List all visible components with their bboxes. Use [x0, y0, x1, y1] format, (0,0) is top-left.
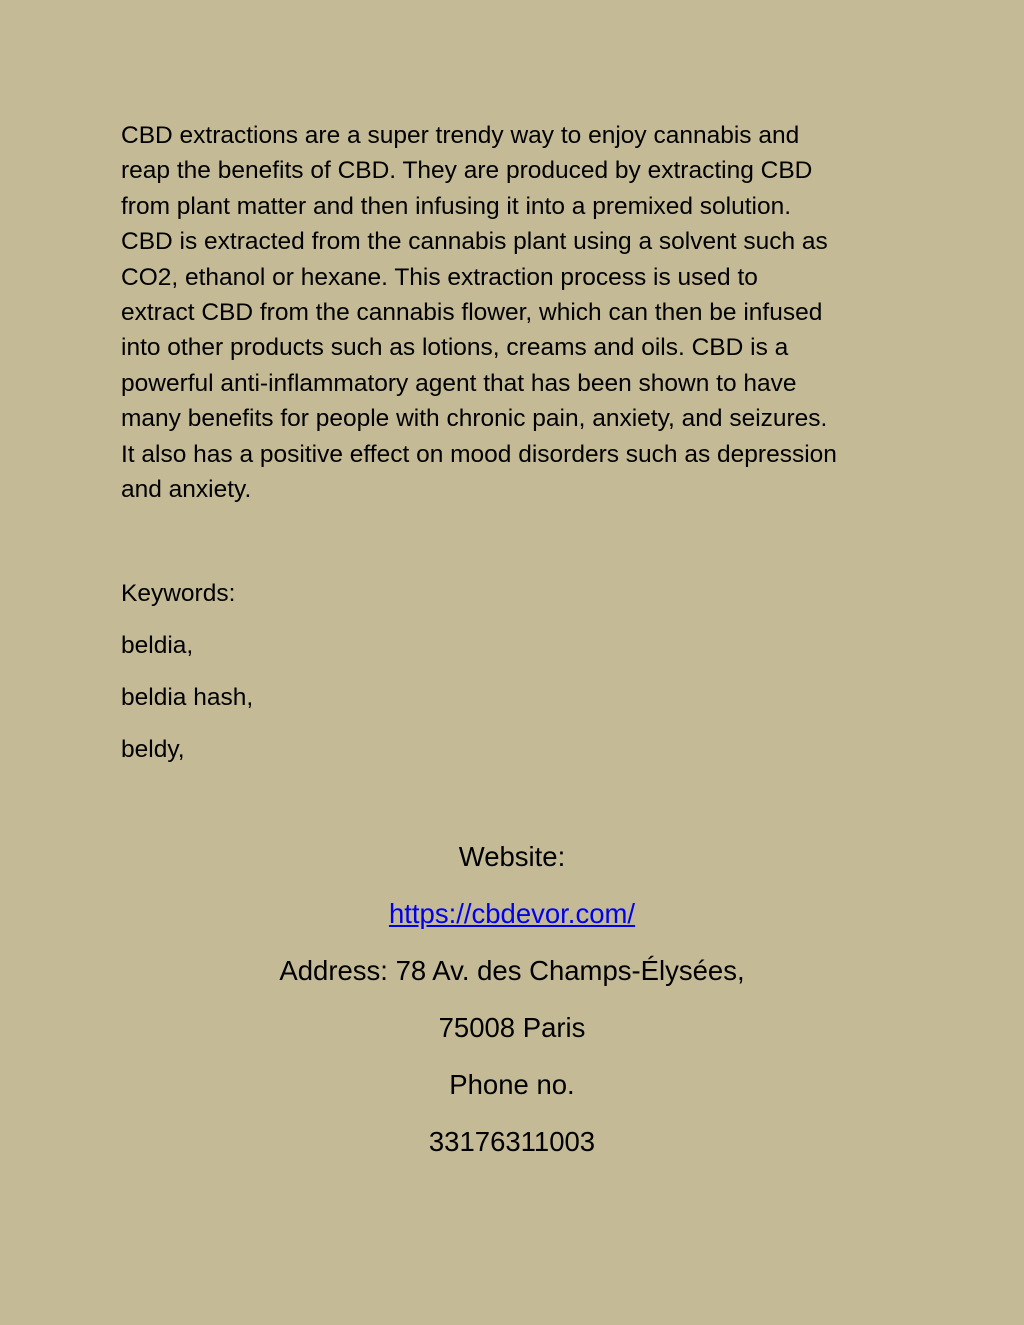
keyword-item: beldy,	[121, 736, 185, 763]
keyword-item: beldia,	[121, 632, 194, 659]
website-label: Website:	[458, 841, 566, 872]
body-line: extract CBD from the cannabis flower, which can then be infused	[121, 299, 823, 327]
address-line-1: Address: 78 Av. des Champs-Élysées,	[279, 955, 745, 986]
address-line-2: 75008 Paris	[438, 1012, 586, 1043]
body-line: reap the benefits of CBD. They are produced by extracting CBD	[121, 157, 813, 185]
body-line: from plant matter and then infusing it into a premixed solution.	[121, 192, 792, 220]
body-line: It also has a positive effect on mood disorders such as depression	[121, 440, 837, 468]
body-line: CBD extractions are a super trendy way to enjoy cannabis and	[121, 122, 800, 149]
keywords-heading: Keywords:	[121, 580, 236, 607]
contact-section	[0, 835, 1024, 1177]
body-paragraph	[121, 118, 921, 507]
website-line	[0, 892, 1024, 949]
phone-label: Phone no.	[449, 1069, 575, 1100]
body-line: CBD is extracted from the cannabis plant using a solvent such as	[121, 228, 828, 256]
body-line: powerful anti-inflammatory agent that has been shown to have	[121, 369, 797, 397]
keyword-item: beldia hash,	[121, 684, 254, 711]
body-line: many benefits for people with chronic pain, anxiety, and seizures.	[121, 405, 828, 433]
body-line: into other products such as lotions, creams and oils. CBD is a	[121, 334, 789, 362]
keywords-section	[121, 576, 253, 784]
body-line: CO2, ethanol or hexane. This extraction process is used to	[121, 263, 758, 291]
phone-number: 33176311003	[428, 1126, 596, 1157]
body-line: and anxiety.	[121, 476, 252, 504]
website-link[interactable]: https://cbdevor.com/	[388, 898, 636, 929]
